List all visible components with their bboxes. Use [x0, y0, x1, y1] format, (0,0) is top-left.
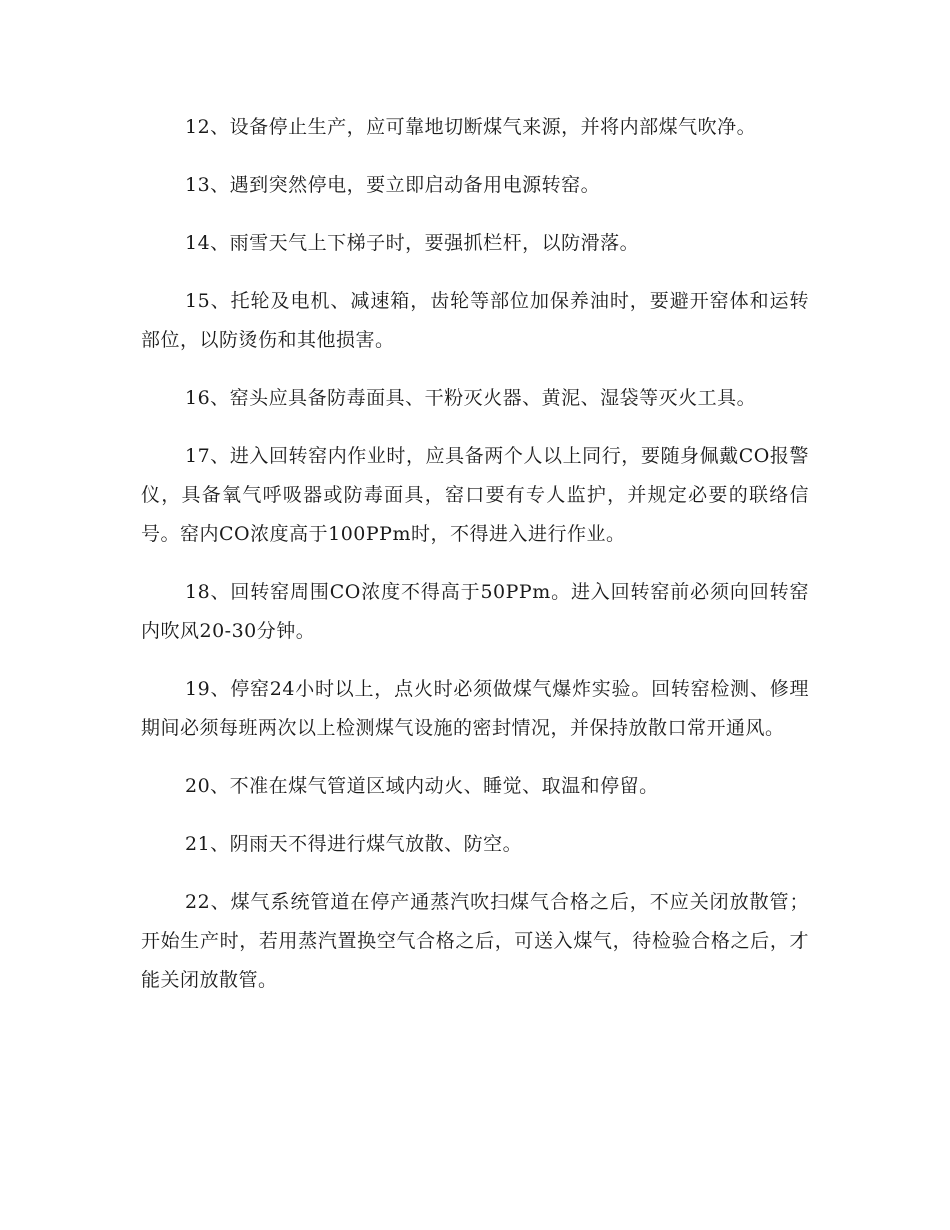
- paragraph-item-17: 17、进入回转窑内作业时，应具备两个人以上同行，要随身佩戴CO报警仪，具备氧气呼吸器或防毒面具，窑口要有专人监护，并规定必要的联络信号。窑内CO浓度高于100PPm时，不得进入进行作业。: [141, 445, 809, 545]
- paragraph-item-16: 16、窑头应具备防毒面具、干粉灭火器、黄泥、湿袋等灭火工具。: [185, 387, 757, 409]
- paragraph-item-15: 15、托轮及电机、减速箱，齿轮等部位加保养油时，要避开窑体和运转部位，以防烫伤和其他损害。: [141, 290, 809, 351]
- paragraph-item-12: 12、设备停止生产，应可靠地切断煤气来源，并将内部煤气吹净。: [185, 116, 757, 138]
- paragraph-item-21: 21、阴雨天不得进行煤气放散、防空。: [185, 833, 523, 855]
- paragraph-item-18: 18、回转窑周围CO浓度不得高于50PPm。进入回转窑前必须向回转窑内吹风20-30分钟。: [141, 581, 809, 642]
- paragraph-item-22: 22、煤气系统管道在停产通蒸汽吹扫煤气合格之后，不应关闭放散管；开始生产时，若用蒸汽置换空气合格之后，可送入煤气，待检验合格之后，才能关闭放散管。: [141, 891, 809, 991]
- paragraph-item-14: 14、雨雪天气上下梯子时，要强抓栏杆，以防滑落。: [185, 232, 640, 254]
- paragraph-item-13: 13、遇到突然停电，要立即启动备用电源转窑。: [185, 174, 601, 196]
- document-body: [141, 108, 809, 1019]
- paragraph-item-19: 19、停窑24小时以上，点火时必须做煤气爆炸实验。回转窑检测、修理期间必须每班两次以上检测煤气设施的密封情况，并保持放散口常开通风。: [141, 678, 809, 739]
- paragraph-item-20: 20、不准在煤气管道区域内动火、睡觉、取温和停留。: [185, 775, 659, 797]
